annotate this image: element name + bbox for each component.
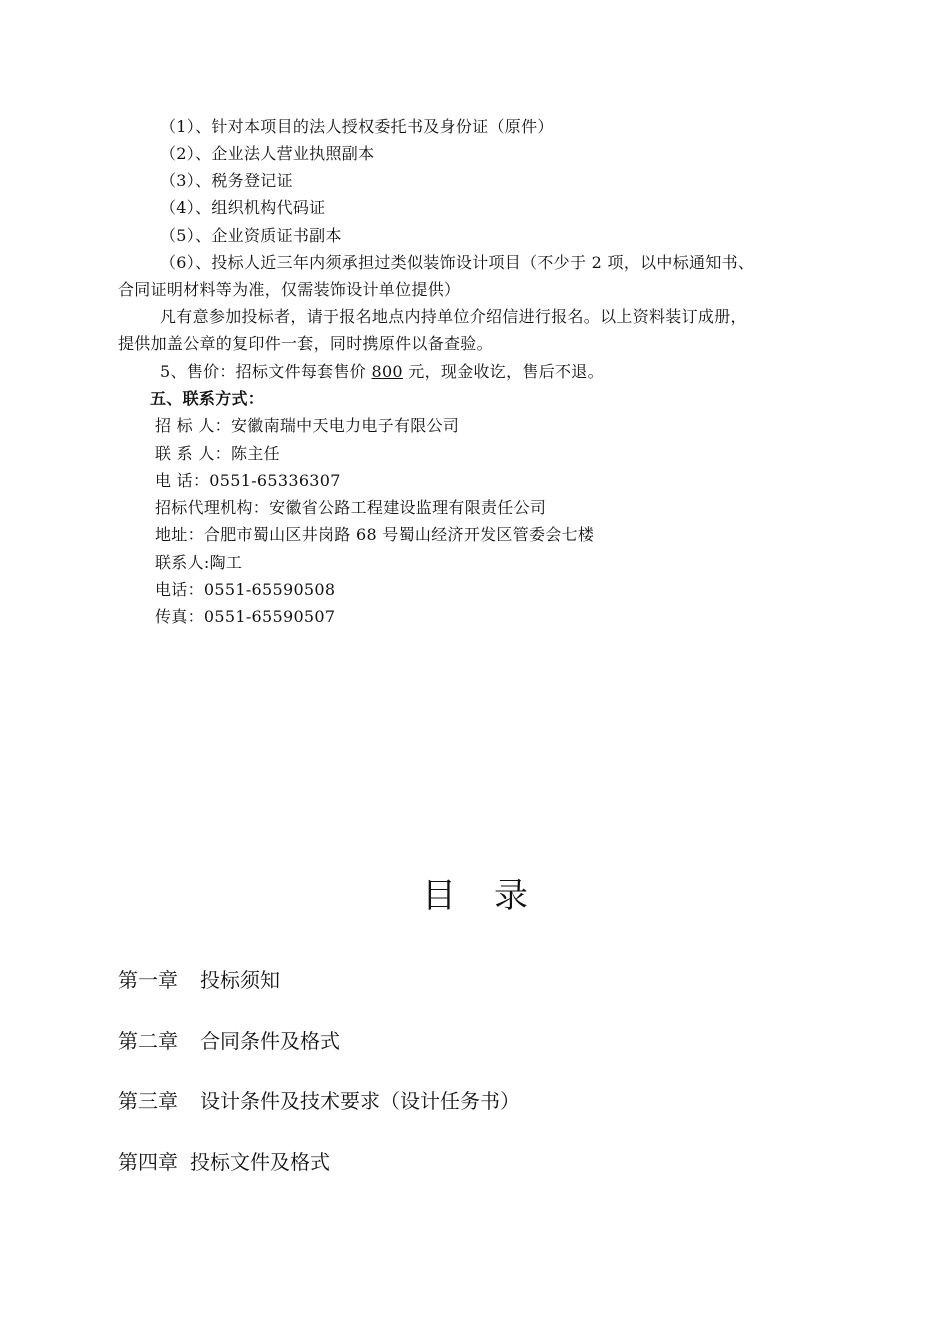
contact-phone: 电 话：0551-65336307 — [155, 471, 341, 490]
contact-address: 地址：合肥市蜀山区井岗路 68 号蜀山经济开发区管委会七楼 — [155, 525, 595, 544]
contact-agency: 招标代理机构：安徽省公路工程建设监理有限责任公司 — [155, 498, 547, 517]
toc-chapter-name: 投标须知 — [200, 968, 280, 992]
contact-tenderer: 招 标 人：安徽南瑞中天电力电子有限公司 — [155, 416, 460, 435]
contact-agency-phone: 电话：0551-65590508 — [155, 580, 336, 599]
toc-chapter-number: 第四章 — [118, 1150, 178, 1174]
price-suffix: 元，现金收讫，售后不退。 — [402, 362, 604, 381]
contact-agency-fax: 传真：0551-65590507 — [155, 607, 336, 626]
requirement-line-1: （1）、针对本项目的法人授权委托书及身份证（原件） — [160, 117, 554, 136]
requirement-line-4: （4）、组织机构代码证 — [160, 198, 326, 217]
toc-item-2 — [118, 1027, 340, 1055]
toc-title-first: 目 — [422, 876, 456, 916]
notice-line-2: 提供加盖公章的复印件一套，同时携原件以备查验。 — [118, 334, 493, 353]
contact-person: 联 系 人：陈主任 — [155, 444, 280, 463]
price-line — [160, 361, 604, 383]
toc-item-3 — [118, 1087, 520, 1115]
toc-chapter-name: 设计条件及技术要求（设计任务书） — [200, 1089, 520, 1113]
requirement-line-6: （6）、投标人近三年内须承担过类似装饰设计项目（不少于 2 项，以中标通知书、 — [160, 253, 755, 272]
price-prefix: 5、售价：招标文件每套售价 — [160, 362, 372, 381]
notice-line-1: 凡有意参加投标者，请于报名地点内持单位介绍信进行报名。以上资料装订成册， — [160, 307, 747, 326]
price-amount: 800 — [371, 362, 403, 381]
toc-title — [0, 872, 950, 920]
toc-chapter-number: 第二章 — [118, 1029, 178, 1053]
toc-chapter-number: 第三章 — [118, 1089, 178, 1113]
toc-item-1 — [118, 966, 280, 994]
contact-agency-person: 联系人:陶工 — [155, 553, 243, 572]
requirement-line-6-continued: 合同证明材料等为准，仅需装饰设计单位提供） — [118, 280, 461, 299]
toc-item-4 — [118, 1148, 330, 1176]
requirement-line-3: （3）、税务登记证 — [160, 171, 293, 190]
contact-heading: 五、联系方式： — [150, 389, 265, 408]
toc-chapter-number: 第一章 — [118, 968, 178, 992]
toc-chapter-name: 合同条件及格式 — [200, 1029, 340, 1053]
requirement-line-2: （2）、企业法人营业执照副本 — [160, 144, 375, 163]
toc-title-second: 录 — [494, 876, 528, 916]
requirement-line-5: （5）、企业资质证书副本 — [160, 226, 342, 245]
toc-chapter-name: 投标文件及格式 — [190, 1150, 330, 1174]
